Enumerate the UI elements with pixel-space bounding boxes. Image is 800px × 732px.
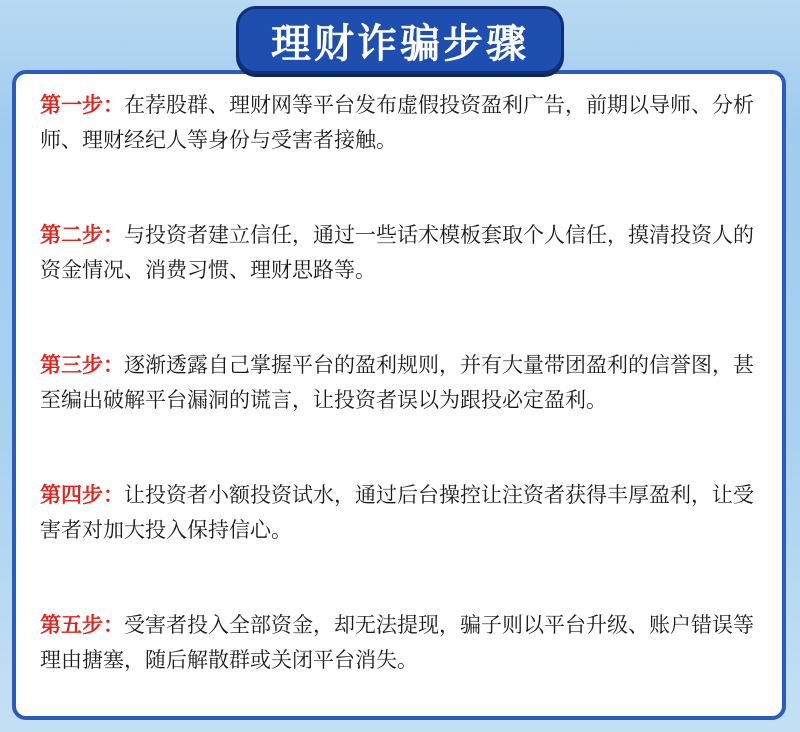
step-label: 第五步： bbox=[40, 613, 124, 637]
content-card bbox=[12, 70, 786, 720]
step-label: 第四步： bbox=[40, 483, 124, 507]
page-title: 理财诈骗步骤 bbox=[271, 20, 529, 67]
step-text: 让投资者小额投资试水，通过后台操控让注资者获得丰厚盈利，让受害者对加大投入保持信心。 bbox=[40, 483, 754, 542]
step-item-3 bbox=[40, 348, 770, 418]
step-item-4 bbox=[40, 478, 770, 548]
step-label: 第三步： bbox=[40, 353, 124, 377]
step-item-2 bbox=[40, 218, 770, 288]
page-title-banner bbox=[236, 6, 564, 74]
step-text: 与投资者建立信任，通过一些话术模板套取个人信任，摸清投资人的资金情况、消费习惯、理财思路等。 bbox=[40, 223, 754, 282]
step-text: 受害者投入全部资金，却无法提现，骗子则以平台升级、账户错误等理由搪塞，随后解散群或关闭平台消失。 bbox=[40, 613, 754, 672]
step-text: 在荐股群、理财网等平台发布虚假投资盈利广告，前期以导师、分析师、理财经纪人等身份与受害者接触。 bbox=[40, 93, 754, 152]
step-item-5 bbox=[40, 608, 770, 678]
step-text: 逐渐透露自己掌握平台的盈利规则，并有大量带团盈利的信誉图，甚至编出破解平台漏洞的谎言，让投资者误以为跟投必定盈利。 bbox=[40, 353, 754, 412]
step-item-1 bbox=[40, 88, 770, 158]
step-label: 第二步： bbox=[40, 223, 124, 247]
step-label: 第一步： bbox=[40, 93, 124, 117]
